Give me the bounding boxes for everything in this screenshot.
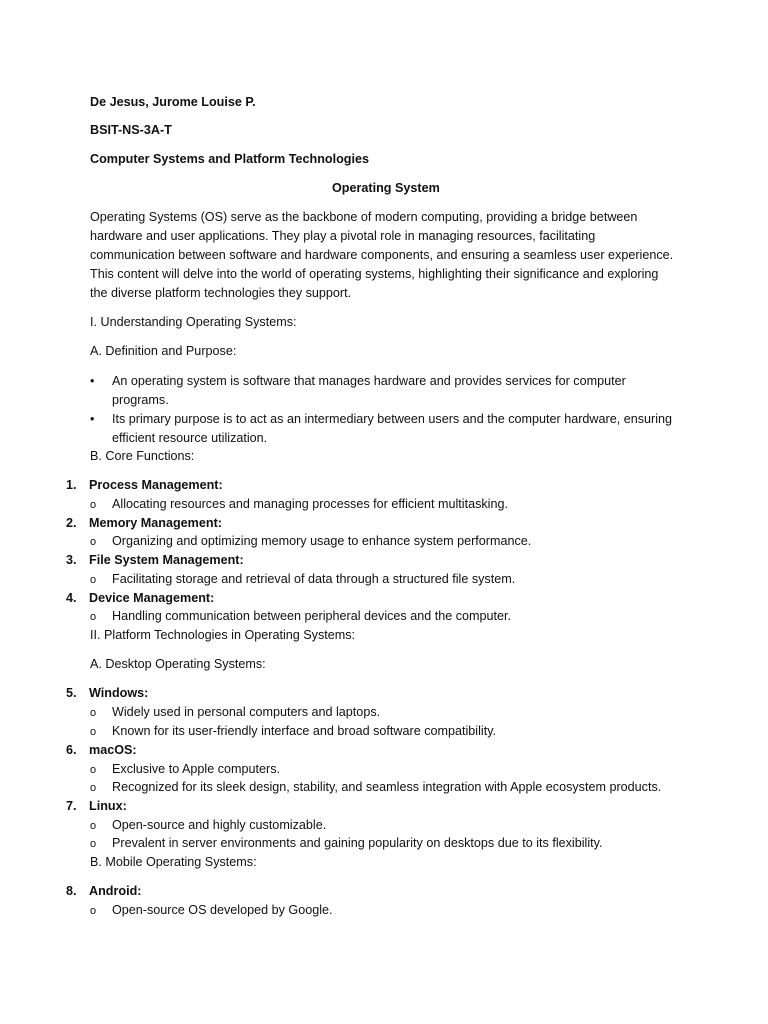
numbered-item bbox=[66, 589, 214, 608]
bullet-icon: • bbox=[90, 374, 95, 388]
bullet-text: programs. bbox=[112, 393, 169, 407]
numbered-item bbox=[66, 476, 223, 495]
sub-item-text: Exclusive to Apple computers. bbox=[112, 762, 280, 776]
sub-item-text: Organizing and optimizing memory usage to enhance system performance. bbox=[112, 534, 532, 548]
document-title: Operating System bbox=[332, 181, 440, 195]
sub-item-text: Prevalent in server environments and gaining popularity on desktops due to its flexibility. bbox=[112, 836, 603, 850]
item-label: File System Management: bbox=[89, 553, 244, 567]
sub-item bbox=[90, 778, 661, 798]
sub-bullet-icon: o bbox=[90, 707, 97, 719]
sub-item-text: Recognized for its sleek design, stability, and seamless integration with Apple ecosystem products. bbox=[112, 780, 662, 794]
intro-paragraph bbox=[90, 208, 674, 303]
numbered-item bbox=[66, 684, 148, 703]
sub-item bbox=[90, 901, 333, 921]
sub-item bbox=[90, 834, 603, 854]
sub-bullet-icon: o bbox=[90, 782, 97, 794]
sub-item bbox=[90, 816, 326, 836]
sub-bullet-icon: o bbox=[90, 764, 97, 776]
subsection-heading: B. Mobile Operating Systems: bbox=[90, 855, 257, 869]
sub-item-text: Known for its user-friendly interface and broad software compatibility. bbox=[112, 724, 497, 738]
intro-line: hardware and user applications. They play a pivotal role in managing resources, facilitating bbox=[90, 229, 596, 243]
sub-item-text: Open-source OS developed by Google. bbox=[112, 903, 333, 917]
sub-item bbox=[90, 495, 508, 515]
numbered-item bbox=[66, 797, 127, 816]
item-number: 3. bbox=[66, 553, 77, 567]
author-name: De Jesus, Jurome Louise P. bbox=[90, 95, 256, 109]
sub-item bbox=[90, 722, 496, 742]
item-number: 8. bbox=[66, 884, 77, 898]
sub-bullet-icon: o bbox=[90, 820, 97, 832]
item-label: macOS: bbox=[89, 743, 137, 757]
item-label: Device Management: bbox=[89, 591, 215, 605]
numbered-item bbox=[66, 514, 222, 533]
intro-line: Operating Systems (OS) serve as the backbone of modern computing, providing a bridge between bbox=[90, 210, 638, 224]
sub-item bbox=[90, 607, 511, 627]
sub-bullet-icon: o bbox=[90, 536, 97, 548]
sub-item-text: Open-source and highly customizable. bbox=[112, 818, 327, 832]
item-label: Windows: bbox=[89, 686, 149, 700]
sub-bullet-icon: o bbox=[90, 838, 97, 850]
subsection-heading: A. Definition and Purpose: bbox=[90, 344, 237, 358]
item-number: 1. bbox=[66, 478, 77, 492]
sub-bullet-icon: o bbox=[90, 574, 97, 586]
item-number: 2. bbox=[66, 516, 77, 530]
sub-item-text: Allocating resources and managing processes for efficient multitasking. bbox=[112, 497, 508, 511]
numbered-item bbox=[66, 882, 141, 901]
sub-item bbox=[90, 532, 531, 552]
numbered-item bbox=[66, 551, 244, 570]
sub-bullet-icon: o bbox=[90, 499, 97, 511]
item-label: Android: bbox=[89, 884, 142, 898]
subsection-heading: A. Desktop Operating Systems: bbox=[90, 657, 266, 671]
section-heading: I. Understanding Operating Systems: bbox=[90, 315, 297, 329]
sub-bullet-icon: o bbox=[90, 611, 97, 623]
sub-item bbox=[90, 570, 515, 590]
sub-item-text: Widely used in personal computers and laptops. bbox=[112, 705, 381, 719]
sub-bullet-icon: o bbox=[90, 905, 97, 917]
class-section: BSIT-NS-3A-T bbox=[90, 123, 172, 137]
intro-line: communication between software and hardware components, and ensuring a seamless user experience. bbox=[90, 248, 674, 262]
item-number: 4. bbox=[66, 591, 77, 605]
bullet-text: Its primary purpose is to act as an intermediary between users and the computer hardware, ensuring bbox=[112, 412, 673, 426]
intro-line: the diverse platform technologies they support. bbox=[90, 286, 352, 300]
item-label: Process Management: bbox=[89, 478, 223, 492]
course-title: Computer Systems and Platform Technologies bbox=[90, 152, 369, 166]
sub-bullet-icon: o bbox=[90, 726, 97, 738]
sub-item bbox=[90, 703, 380, 723]
item-number: 5. bbox=[66, 686, 77, 700]
bullet-icon: • bbox=[90, 412, 95, 426]
section-heading: II. Platform Technologies in Operating Systems: bbox=[90, 628, 356, 642]
bullet-text: An operating system is software that manages hardware and provides services for computer bbox=[112, 374, 626, 388]
sub-item bbox=[90, 760, 280, 780]
item-label: Memory Management: bbox=[89, 516, 222, 530]
sub-item-text: Handling communication between peripheral devices and the computer. bbox=[112, 609, 512, 623]
intro-line: This content will delve into the world of operating systems, highlighting their significance and exploring bbox=[90, 267, 659, 281]
subsection-heading: B. Core Functions: bbox=[90, 449, 195, 463]
item-number: 7. bbox=[66, 799, 77, 813]
bullet-text: efficient resource utilization. bbox=[112, 431, 268, 445]
numbered-item bbox=[66, 741, 137, 760]
item-number: 6. bbox=[66, 743, 77, 757]
sub-item-text: Facilitating storage and retrieval of data through a structured file system. bbox=[112, 572, 516, 586]
item-label: Linux: bbox=[89, 799, 127, 813]
